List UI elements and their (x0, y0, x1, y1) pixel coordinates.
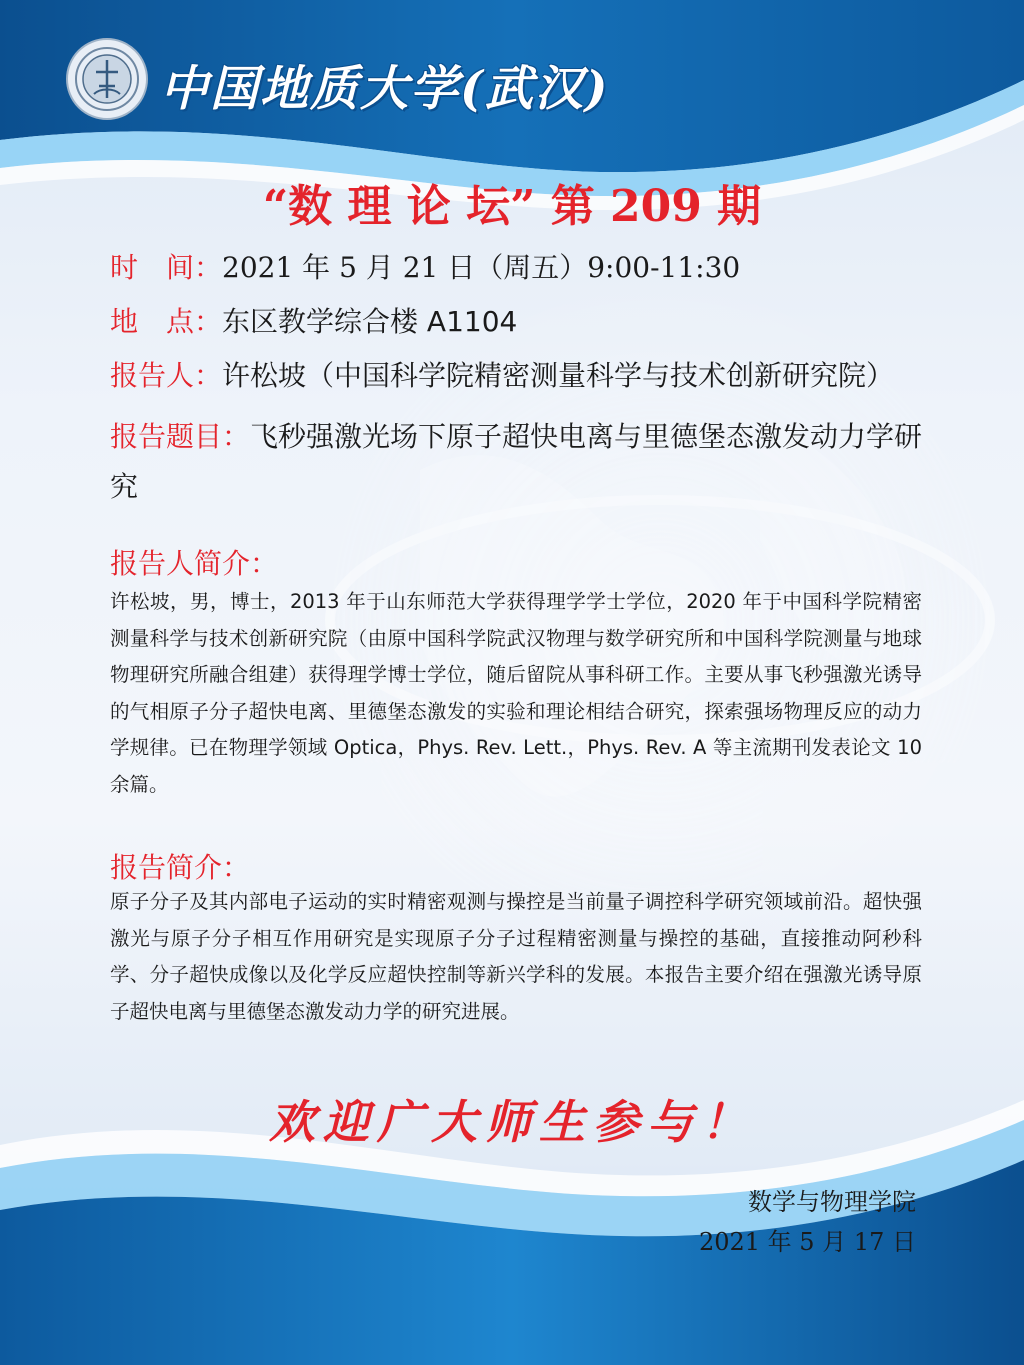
university-seal-logo (66, 38, 148, 120)
abstract-paragraph: 原子分子及其内部电子运动的实时精密观测与操控是当前量子调控科学研究领域前沿。超快强激光与原子分子相互作用研究是实现原子分子过程精密测量与操控的基础，直接推动阿秒科学、分子超快成像以及化学反应超快控制等新兴学科的发展。本报告主要介绍在强激光诱导原子超快电离与里德堡态激发动力学的研究进展。 (110, 890, 922, 1023)
place-value: 东区教学综合楼 A1104 (222, 305, 518, 338)
signoff-department: 数学与物理学院 (748, 1188, 916, 1216)
abstract-heading: 报告简介： (110, 851, 251, 884)
university-name: 中国地质大学(武汉) (160, 61, 610, 117)
topic-value: 飞秒强激光场下原子超快电离与里德堡态激发动力学研究 (110, 420, 923, 503)
place-label: 地 点： (110, 305, 223, 338)
time-row (110, 248, 740, 288)
signoff-date: 2021 年 5 月 17 日 (698, 1228, 916, 1256)
time-value: 2021 年 5 月 21 日（周五）9:00-11:30 (222, 251, 741, 284)
speaker-label: 报告人： (110, 359, 223, 392)
topic-block (110, 412, 940, 512)
bio-heading: 报告人简介： (110, 547, 279, 580)
place-row (110, 302, 517, 342)
speaker-value: 许松坡（中国科学院精密测量科学与技术创新研究院） (222, 359, 895, 392)
forum-title: “数 理 论 坛” 第 209 期 (262, 181, 762, 232)
welcome-slogan: 欢迎广大师生参与！ (269, 1095, 755, 1149)
topic-label: 报告题目： (110, 420, 251, 453)
bio-paragraph: 许松坡，男，博士，2013 年于山东师范大学获得理学学士学位，2020 年于中国科学院精密测量科学与技术创新研究院（由原中国科学院武汉物理与数学研究所和中国科学院测量与地球物理研究所融合组建）获得理学博士学位，随后留院从事科研工作。主要从事飞秒强激光诱导的气相原子分子超快电离、里德堡态激发的实验和理论相结合研究，探索强场物理反应的动力学规律。已在物理学领域 Optica，Phys. Rev. Lett.，Phys. Rev. A 等主流期刊发表论文 10 余篇。 (110, 590, 922, 796)
speaker-row (110, 356, 894, 396)
time-label: 时 间： (110, 251, 223, 284)
